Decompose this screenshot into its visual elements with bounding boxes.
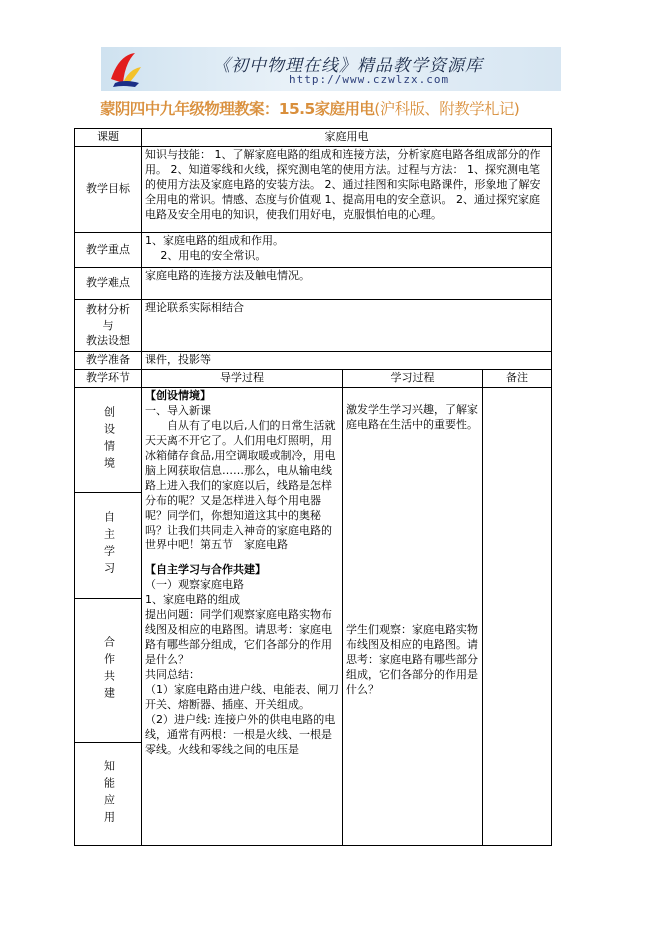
column-header-stage: 教学环节 (75, 370, 142, 388)
row-analysis (75, 300, 552, 352)
stage-label-1: 创设情境 (102, 405, 116, 474)
analysis-label-line-2: 与 (102, 318, 114, 332)
subsection-composition: 1、家庭电路的组成 (145, 593, 240, 607)
banner-url[interactable]: http://www.czwlzx.com (289, 73, 450, 86)
stage-cell-2 (75, 492, 142, 598)
key-points-label: 教学重点 (75, 233, 142, 268)
columns-header-row (75, 370, 552, 388)
stage-cell-4 (75, 742, 142, 845)
stage-label-4: 知能应用 (102, 759, 116, 828)
analysis-label (75, 300, 142, 352)
intro-title: 一、导入新课 (145, 403, 211, 417)
question-text: 提出问题：同学们观察家庭电路实物布线图及相应的电路图。请思考：家庭电路有哪些部分组成，它们各部分的作用是什么？ (145, 608, 332, 667)
summary-title: 共同总结： (145, 668, 200, 682)
row-key-points (75, 233, 552, 268)
lesson-plan-table (74, 128, 552, 846)
learning-process-cell (343, 387, 483, 845)
difficulties-label: 教学难点 (75, 268, 142, 300)
row-topic (75, 129, 552, 147)
stage-label-2: 自主学习 (102, 511, 116, 580)
analysis-label-line-3: 教法设想 (86, 334, 130, 348)
key-point-1: 1、家庭电路的组成和作用。 (145, 234, 284, 247)
document-title (100, 97, 570, 119)
banner-title: 《初中物理在线》精品教学资源库 (213, 56, 483, 76)
summary-item-1: （1）家庭电路由进户线、电能表、闸刀开关、熔断器、插座、开关组成。 (145, 683, 339, 712)
row-preparation (75, 352, 552, 370)
goals-label: 教学目标 (75, 147, 142, 233)
column-header-learning: 学习过程 (343, 370, 483, 388)
learning-observe: 学生们观察：家庭电路实物布线图及相应的电路图。请思考：家庭电路有哪些部分组成，它们各部分的作用是什么？ (346, 622, 478, 696)
intro-text: 自从有了电以后,人们的日常生活就天天离不开它了。人们用电灯照明，用冰箱储存食品,用空调取暖或制冷，用电脑上网获取信息……那么，电从输电线路上进入我们的家庭以后，线路是怎样分布的呢？又是怎样进入每个用电器呢？同学们，你想知道这其中的奥秘吗？让我们共同走入神奇的家庭电路的世界中吧！第五节 家庭电路 (145, 418, 336, 552)
column-header-guide: 导学过程 (142, 370, 343, 388)
stage-label-3: 合作共建 (102, 636, 116, 705)
topic-label: 课题 (75, 129, 142, 147)
header-banner (101, 47, 561, 91)
subsection-observe: （一）观察家庭电路 (145, 578, 244, 592)
column-header-notes: 备注 (483, 370, 552, 388)
preparation-value: 课件，投影等 (142, 352, 552, 370)
topic-value: 家庭用电 (142, 129, 552, 147)
document-title-main: 蒙阴四中九年级物理教案：15.5家庭用电 (100, 100, 375, 118)
guide-process-cell (142, 387, 343, 845)
key-point-2: 2、用电的安全常识。 (160, 248, 267, 262)
section-heading-self-study: 【自主学习与合作共建】 (145, 563, 266, 577)
preparation-label: 教学准备 (75, 352, 142, 370)
stage-cell-1 (75, 387, 142, 492)
stage-cell-3 (75, 598, 142, 742)
analysis-label-line-1: 教材分析 (86, 302, 130, 316)
notes-cell (483, 387, 552, 845)
site-logo-icon (105, 49, 145, 89)
row-goals (75, 147, 552, 233)
analysis-value: 理论联系实际相结合 (142, 300, 552, 352)
learning-interest: 激发学生学习兴趣，了解家庭电路在生活中的重要性。 (346, 402, 478, 431)
row-difficulties (75, 268, 552, 300)
document-title-sub: (沪科版、附教学札记) (374, 100, 520, 118)
summary-item-2: （2）进户线: 连接户外的供电电路的电线，通常有两根：一根是火线、一根是零线。火线和零线之间的电压是 (145, 712, 336, 756)
section-heading-situation: 【创设情境】 (145, 388, 211, 402)
difficulties-value: 家庭电路的连接方法及触电情况。 (142, 268, 552, 300)
key-points-value (142, 233, 552, 268)
stage-row-1 (75, 387, 552, 492)
goals-value: 知识与技能： 1、了解家庭电路的组成和连接方法，分析家庭电路各组成部分的作用。 2、知道零线和火线，探究测电笔的使用方法。过程与方法： 1、探究测电笔的使用方法及家庭电路的安装方法。 2、通过挂图和实际电路课件，形象地了解安全用电的常识。情感、态度与价值观 1、提高用电的安全意识。 2、通过探究家庭电路及安全用电的知识，使我们用好电，克服惧怕电的心理。 (142, 147, 552, 233)
